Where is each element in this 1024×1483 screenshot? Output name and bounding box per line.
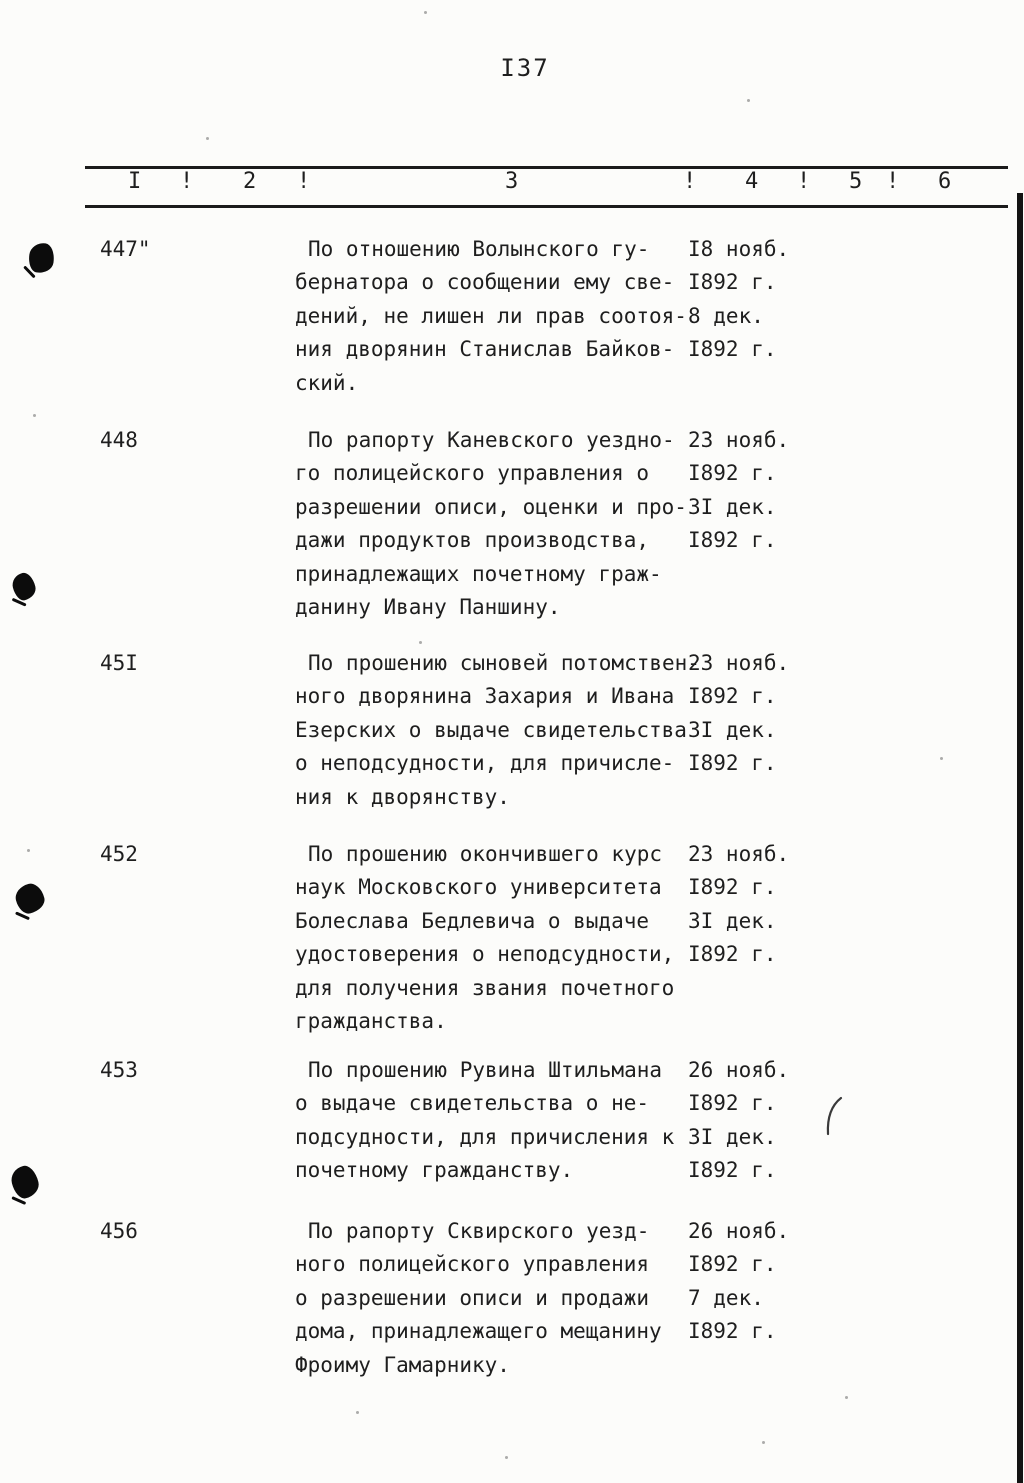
column-header: 4 bbox=[745, 169, 759, 194]
entry-description-line: данину Ивану Паншину. bbox=[295, 594, 561, 619]
entry-description-line: По рапорту Сквирского уезд- bbox=[308, 1219, 650, 1243]
scan-speck bbox=[762, 1441, 765, 1444]
entry-description-line: наук Московского университета bbox=[295, 875, 662, 900]
entry-date-line: I892 г. bbox=[688, 1158, 777, 1183]
entry-description bbox=[295, 838, 674, 1038]
entry-dates bbox=[688, 647, 789, 814]
entry-description bbox=[295, 1054, 674, 1188]
entry-description-line: разрешении описи, оценки и про- bbox=[295, 494, 687, 519]
entry-date-line bbox=[688, 781, 789, 814]
entry-number: 447" bbox=[100, 237, 151, 261]
entry-description-line: принадлежащих почетному граж- bbox=[295, 561, 662, 586]
entry-dates bbox=[688, 838, 789, 1038]
entry-description-line: для получения звания почетного bbox=[295, 975, 675, 1000]
scan-speck bbox=[419, 641, 422, 644]
entry-number: 448 bbox=[100, 428, 138, 452]
entry-date-line: 23 нояб. bbox=[688, 842, 790, 866]
page-number: I37 bbox=[500, 54, 550, 82]
entry-number: 453 bbox=[100, 1058, 138, 1082]
entry-description-line: почетному гражданству. bbox=[295, 1158, 574, 1183]
entry-description-line: ния дворянин Станислав Байков- bbox=[295, 337, 675, 362]
entry-description-line: По прошению сыновей потомствен- bbox=[308, 651, 700, 675]
entry-date-line: 23 нояб. bbox=[688, 428, 790, 452]
entry-description-line: гражданства. bbox=[295, 1008, 447, 1033]
column-separator: ! bbox=[180, 169, 194, 194]
entry-description bbox=[295, 233, 687, 400]
entry-date-line: I892 г. bbox=[688, 684, 777, 709]
entry-date-line bbox=[688, 1349, 789, 1382]
entry-description-line: подсудности, для причисления к bbox=[295, 1124, 675, 1149]
table-header-rule-top bbox=[85, 166, 1008, 169]
entry-date-line: I892 г. bbox=[688, 1252, 777, 1277]
entry-description-line: ский. bbox=[295, 370, 359, 395]
scan-speck bbox=[747, 99, 750, 102]
entry-number: 456 bbox=[100, 1219, 138, 1243]
entry-description-line: го полицейского управления о bbox=[295, 461, 650, 486]
column-header: 3 bbox=[505, 169, 519, 194]
column-header: I bbox=[128, 169, 142, 194]
entry-number: 45I bbox=[100, 651, 138, 675]
entry-description bbox=[295, 424, 687, 624]
ink-blot-icon bbox=[10, 571, 38, 603]
scan-speck bbox=[940, 757, 943, 760]
entry-description-line: дома, принадлежащего мещанину bbox=[295, 1319, 662, 1344]
column-separator: ! bbox=[797, 169, 811, 194]
entry-description-line: дажи продуктов производства, bbox=[295, 528, 650, 553]
entry-description bbox=[295, 1215, 662, 1382]
entry-date-line: I892 г. bbox=[688, 337, 777, 362]
entry-date-line bbox=[688, 1005, 789, 1038]
entry-description-line: бернатора о сообщении ему све- bbox=[295, 270, 675, 295]
entry-date-line bbox=[688, 591, 789, 624]
entry-date-line: 3I дек. bbox=[688, 494, 777, 519]
entry-date-line: I892 г. bbox=[688, 270, 777, 295]
scan-speck bbox=[356, 1411, 359, 1414]
scan-speck bbox=[206, 137, 209, 140]
ink-blot-icon bbox=[13, 881, 47, 916]
entry-date-line: 23 нояб. bbox=[688, 651, 790, 675]
entry-date-line: 26 нояб. bbox=[688, 1058, 790, 1082]
entry-dates bbox=[688, 1215, 789, 1382]
entry-date-line: I892 г. bbox=[688, 1091, 777, 1116]
scan-speck bbox=[27, 849, 30, 852]
entry-date-line bbox=[688, 367, 789, 400]
entry-date-line: 26 нояб. bbox=[688, 1219, 790, 1243]
entry-number: 452 bbox=[100, 842, 138, 866]
entry-date-line: 7 дек. bbox=[688, 1285, 764, 1310]
entry-description-line: о выдаче свидетельства о не- bbox=[295, 1091, 650, 1116]
entry-dates bbox=[688, 1054, 789, 1188]
entry-date-line: I892 г. bbox=[688, 875, 777, 900]
entry-description-line: По рапорту Каневского уездно- bbox=[308, 428, 675, 452]
entry-dates bbox=[688, 424, 789, 624]
entry-description-line: Езерских о выдаче свидетельства bbox=[295, 717, 687, 742]
column-separator: ! bbox=[886, 169, 900, 194]
scan-speck bbox=[505, 1456, 508, 1459]
entry-date-line: I892 г. bbox=[688, 1319, 777, 1344]
entry-description-line: о неподсудности, для причисле- bbox=[295, 751, 675, 776]
entry-description-line: удостоверения о неподсудности, bbox=[295, 942, 675, 967]
entry-description-line: ния к дворянству. bbox=[295, 784, 510, 809]
entry-date-line: I892 г. bbox=[688, 751, 777, 776]
scan-edge-shadow bbox=[1017, 193, 1023, 1483]
scan-speck bbox=[424, 11, 427, 14]
column-separator: ! bbox=[297, 169, 311, 194]
entry-description-line: Фроиму Гамарнику. bbox=[295, 1352, 510, 1377]
column-header: 2 bbox=[243, 169, 257, 194]
ink-blot-icon bbox=[9, 1163, 42, 1200]
scan-speck bbox=[845, 1396, 848, 1399]
entry-description-line: ного дворянина Захария и Ивана bbox=[295, 684, 675, 709]
entry-description-line: Болеслава Бедлевича о выдаче bbox=[295, 908, 650, 933]
entry-date-line bbox=[688, 558, 789, 591]
entry-date-line: 3I дек. bbox=[688, 1124, 777, 1149]
entry-date-line: I892 г. bbox=[688, 942, 777, 967]
entry-date-line: I892 г. bbox=[688, 528, 777, 553]
entry-date-line: I8 нояб. bbox=[688, 237, 790, 261]
entry-description-line: По прошению окончившего курс bbox=[308, 842, 663, 866]
table-header-rule-bottom bbox=[85, 205, 1008, 208]
entry-dates bbox=[688, 233, 789, 400]
entry-description-line: ного полицейского управления bbox=[295, 1252, 650, 1277]
entry-description-line: дений, не лишен ли прав соотоя- bbox=[295, 303, 687, 328]
entry-description bbox=[295, 647, 700, 814]
scan-speck bbox=[33, 414, 36, 417]
column-header: 6 bbox=[938, 169, 952, 194]
entry-date-line: 3I дек. bbox=[688, 908, 777, 933]
ink-blot-icon bbox=[27, 241, 56, 274]
entry-date-line: I892 г. bbox=[688, 461, 777, 486]
column-separator: ! bbox=[683, 169, 697, 194]
entry-date-line: 8 дек. bbox=[688, 303, 764, 328]
entry-date-line bbox=[688, 972, 789, 1005]
column-header: 5 bbox=[849, 169, 863, 194]
entry-date-line: 3I дек. bbox=[688, 717, 777, 742]
entry-description-line: о разрешении описи и продажи bbox=[295, 1285, 650, 1310]
entry-description-line: По отношению Волынского гу- bbox=[308, 237, 650, 261]
entry-description-line: По прошению Рувина Штильмана bbox=[308, 1058, 663, 1082]
handwritten-pen-mark bbox=[815, 1090, 855, 1145]
